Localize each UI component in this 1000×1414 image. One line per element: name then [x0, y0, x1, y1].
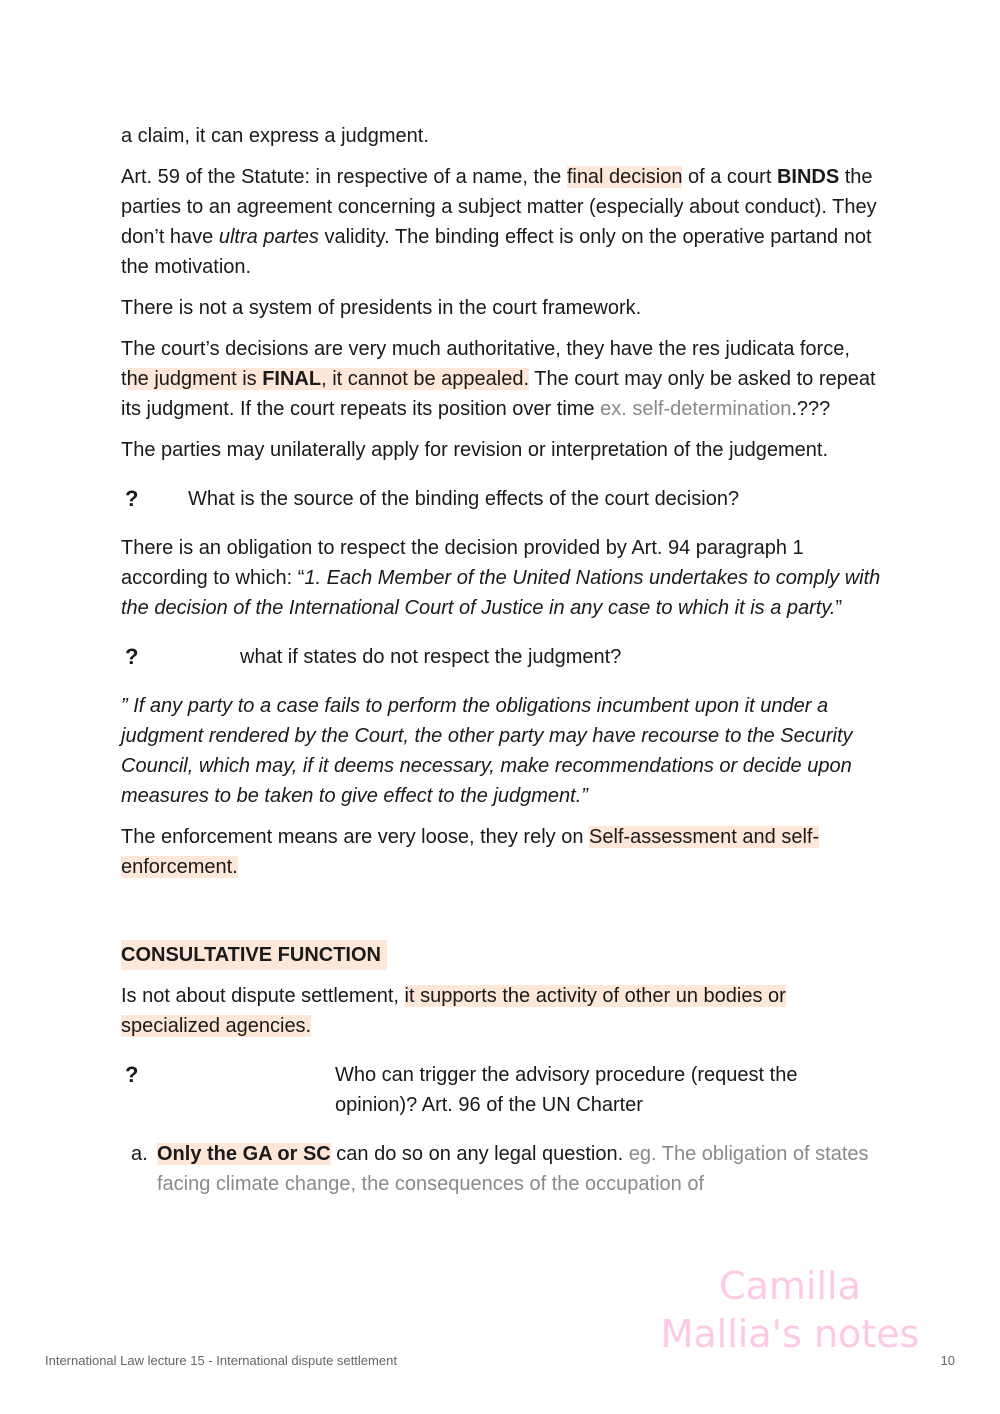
paragraph-consultative: Is not about dispute settlement, it supports the activity of other un bodies or specialized agencies. [121, 985, 786, 1037]
highlight: Self-assessment and self-enforcement. [121, 826, 820, 878]
question-callout [121, 484, 881, 514]
question-text: What is the source of the binding effects of the court decision? [188, 488, 740, 510]
italic-text: ultra partes [218, 226, 319, 248]
paragraph-res-judicata: The court’s decisions are very much authoritative, they have the res judicata force, the judgment is FINAL, it cannot be appealed. The court may only be asked to repeat its judgment. If the court repeats its position over time ex. self-determination.??? [121, 338, 876, 420]
list-item: a. Only the GA or SC can do so on any legal question. eg. The obligation of states facing climate change, the consequences of the occupation of [121, 1139, 881, 1199]
paragraph: The parties may unilaterally apply for revision or interpretation of the judgement. [121, 439, 829, 461]
question-callout [121, 1060, 881, 1120]
bold-text: BINDS [776, 166, 840, 188]
question-icon: ? [125, 1062, 139, 1087]
watermark: Camilla Mallia's notes [660, 1264, 920, 1356]
highlight: he judgment is FINAL, it cannot be appealed. [126, 368, 530, 390]
italic-quote-paragraph: ” If any party to a case fails to perform the obligations incumbent upon it under a judgment rendered by the Court, the other party may have recourse to the Security Council, which may, if it deems necessary, make recommendations or decide upon measures to be taken to give effect to the judgment.” [121, 695, 853, 807]
list-marker: a. [131, 1143, 148, 1165]
question-text: Who can trigger the advisory procedure (request the opinion)? Art. 96 of the UN Charter [335, 1064, 798, 1116]
question-callout [121, 642, 881, 672]
highlight: it supports the activity of other un bodies or specialized agencies. [121, 985, 786, 1037]
question-text: what if states do not respect the judgment? [240, 646, 622, 668]
italic-quote: 1. Each Member of the United Nations undertakes to comply with the decision of the International Court of Justice in any case to which it is a party. [121, 567, 881, 619]
highlight: final decision [566, 166, 683, 188]
page-footer [45, 1352, 955, 1370]
paragraph: There is not a system of presidents in the court framework. [121, 297, 642, 319]
paragraph-art-59: Art. 59 of the Statute: in respective of a name, the final decision of a court BINDS the parties to an agreement concerning a subject matter (especially about conduct). They don’t have ultra partes validity. The binding effect is only on the operative partand not the motivation. [121, 166, 877, 278]
document-body [121, 121, 881, 1199]
highlight: Only the GA or SC [157, 1143, 331, 1165]
gray-note: eg. The obligation of states facing climate change, the consequences of the occupation of [157, 1143, 869, 1195]
paragraph-enforcement: The enforcement means are very loose, they rely on Self-assessment and self-enforcement. [121, 826, 820, 878]
question-icon: ? [125, 486, 139, 511]
paragraph: a claim, it can express a judgment. [121, 125, 429, 147]
footer-title: International Law lecture 15 - International dispute settlement [45, 1353, 397, 1368]
page-number: 10 [940, 1353, 955, 1368]
question-icon: ? [125, 644, 139, 669]
gray-note: ex. self-determination [600, 398, 792, 420]
section-heading: CONSULTATIVE FUNCTION [121, 940, 881, 970]
paragraph-art-94: There is an obligation to respect the decision provided by Art. 94 paragraph 1 according to which: “1. Each Member of the United Nations undertakes to comply with the decision of the International Court of Justice in any case to which it is a party.” [121, 537, 881, 619]
